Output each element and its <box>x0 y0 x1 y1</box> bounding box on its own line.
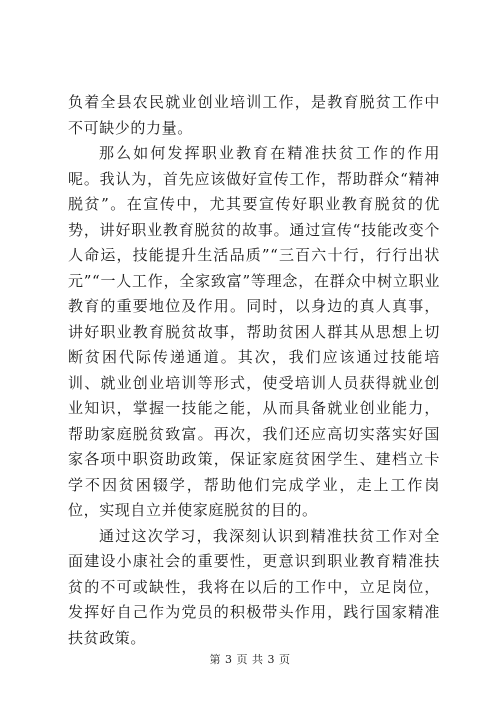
paragraph-2: 那么如何发挥职业教育在精准扶贫工作的作用呢。我认为，首先应该做好宣传工作，帮助群众“精神脱贫”。在宣传中，尤其要宣传好职业教育脱贫的优势，讲好职业教育脱贫的故事。通过宣传“技能改变个人命运，技能提升生活品质”“三百六十行，行行出状元”“一人工作，全家致富”等理念，在群众中树立职业教育的重要地位及作用。同时，以身边的真人真事，讲好职业教育脱贫故事，帮助贫困人群其从思想上切断贫困代际传递通道。其次，我们应该通过技能培训、就业创业培训等形式，使受培训人员获得就业创业知识，掌握一技能之能，从而具备就业创业能力，帮助家庭脱贫致富。再次，我们还应高切实落实好国家各项中职资助政策，保证家庭贫困学生、建档立卡学不因贫困辍学，帮助他们完成学业，走上工作岗位，实现自立并使家庭脱贫的目的。 <box>68 144 440 519</box>
paragraph-3: 通过这次学习，我深刻认识到精准扶贫工作对全面建设小康社会的重要性，更意识到职业教育精准扶贫的不可或缺性，我将在以后的工作中，立足岗位，发挥好自己作为党员的积极带头作用，践行国家精准扶贫政策。 <box>68 526 440 647</box>
paragraph-1: 负着全县农民就业创业培训工作，是教育脱贫工作中不可缺少的力量。 <box>68 93 440 137</box>
page-footer: 第 3 页 共 3 页 <box>209 653 291 666</box>
document-body <box>68 90 440 651</box>
